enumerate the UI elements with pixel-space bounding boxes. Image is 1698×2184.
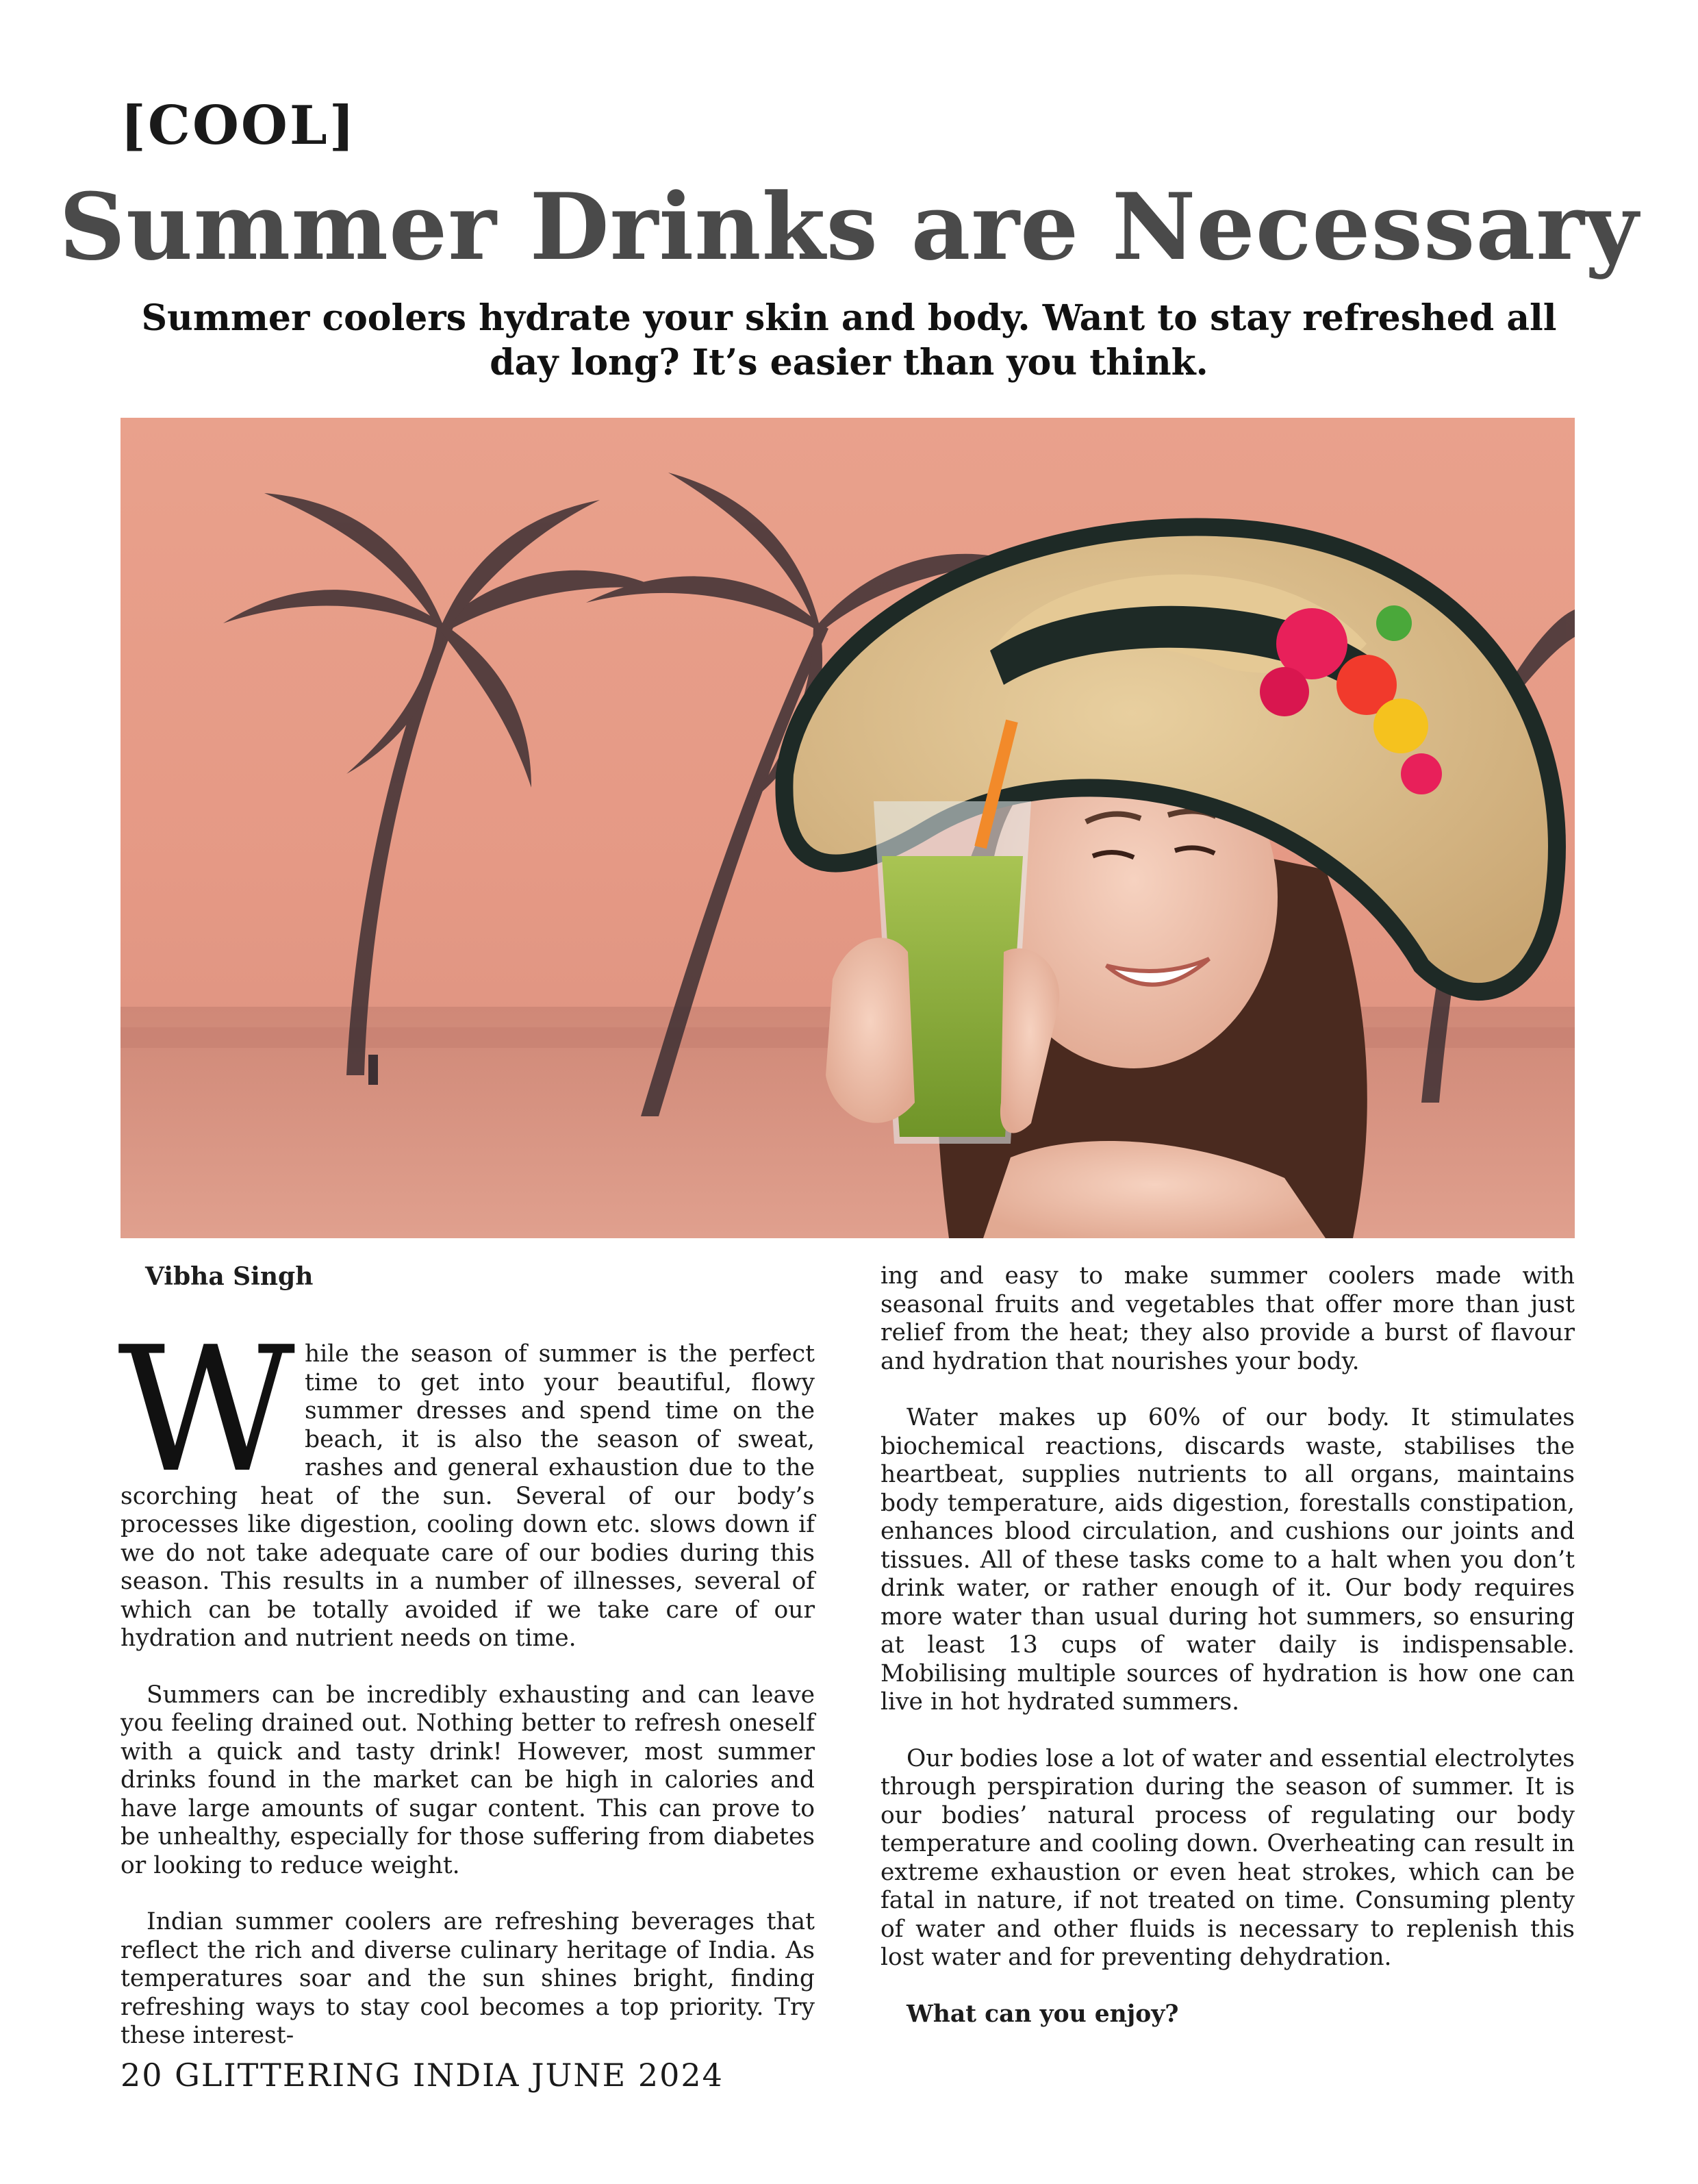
article-column-left — [118, 1310, 815, 2050]
hero-photo — [121, 418, 1575, 1238]
headline: Summer Drinks are Necessary — [59, 173, 1639, 281]
beach-woman-drink-photo — [121, 418, 1575, 1238]
byline: Vibha Singh — [145, 1262, 314, 1291]
article-paragraph — [118, 1310, 815, 1653]
article-paragraph: Water makes up 60% of our body. It stimulates biochemical reactions, discards waste, stabilises the heartbeat, supplies nutrients to all organs, maintains body temperature, aids digestion, forestalls constipation, enhances blood circulation, and cushions our joints and tissues. All of these tasks come to a halt when you don’t drink water, or rather enough of it. Our body requires more water than usual during hot summers, so ensuring at least 13 cups of water daily is indispensable. Mobilising multiple sources of hydration is how one can live in hot hydrated summers. — [880, 1404, 1575, 1716]
article-paragraph: ing and easy to make summer coolers made with seasonal fruits and vegetables that offer more than just relief from the heat; they also provide a burst of flavour and hydration that nourishes your body. — [880, 1262, 1575, 1375]
article-column-right — [880, 1262, 1575, 2057]
standfirst: Summer coolers hydrate your skin and body. Want to stay refreshed all day long? It’s easier than you think. — [141, 297, 1557, 384]
article-paragraph: Summers can be incredibly exhausting and can leave you feeling drained out. Nothing better to refresh oneself with a quick and tasty drink! However, most summer drinks found in the market can be high in calories and have large amounts of sugar content. This can prove to be unhealthy, especially for those suffering from diabetes or looking to reduce weight. — [121, 1681, 815, 1879]
article-paragraph: Our bodies lose a lot of water and essential electrolytes through perspiration during the season of summer. It is our bodies’ natural process of regulating our body temperature and cooling down. Overheating can result in extreme exhaustion or even heat strokes, which can be fatal in nature, if not treated on time. Consuming plenty of water and other fluids is necessary to replenish this lost water and for preventing dehydration. — [880, 1744, 1575, 1971]
article-paragraph: Indian summer coolers are refreshing beverages that reflect the rich and diverse culinary heritage of India. As temperatures soar and the sun shines bright, finding refreshing ways to stay cool becomes a top priority. Try these interest- — [121, 1908, 815, 2049]
subheading: What can you enjoy? — [907, 2000, 1179, 2028]
drop-cap: W — [118, 1310, 296, 1511]
section-tag: [COOL] — [121, 95, 357, 157]
paragraph-text: hile the season of summer is the perfect time to get into your beautiful, flowy summer dresses and spend time on the beach, it is also the season of sweat, rashes and general exhaustion due to the scorching heat of the sun. Several of our body’s processes like digestion, cooling down etc. slows down if we do not take adequate care of our bodies during this season. This results in a number of illnesses, several of which can be totally avoided if we take care of our hydration and nutrient needs on time. — [121, 1340, 815, 1652]
page-folio: 20 GLITTERING INDIA JUNE 2024 — [121, 2057, 724, 2094]
